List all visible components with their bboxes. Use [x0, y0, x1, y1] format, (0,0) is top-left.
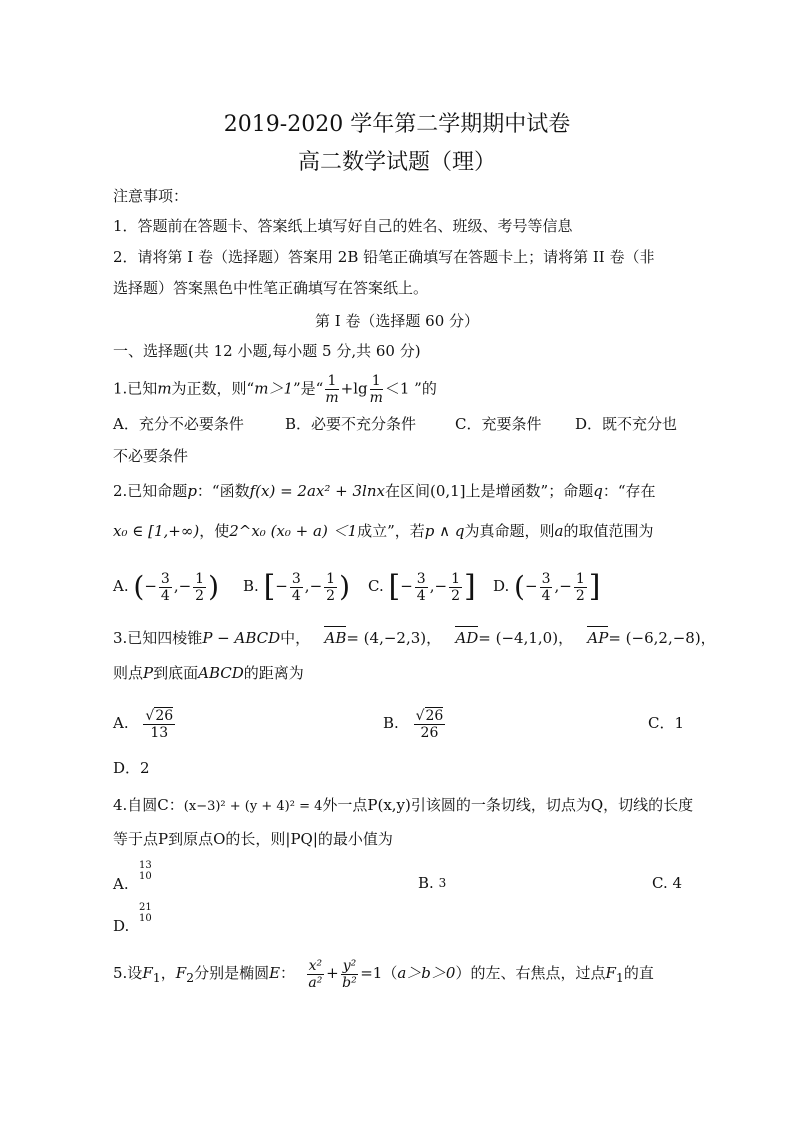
q4-option-c: C. 4: [652, 874, 683, 892]
section-title: 第 I 卷（选择题 60 分）: [314, 312, 480, 330]
q3-option-a: A. $\frac{√26}{13}$: [113, 707, 174, 741]
q2-option-d: D. (− $\frac{3}{4}$ ,− $\frac{1}{2}$ ]: [493, 569, 601, 604]
notes-heading: 注意事项：: [113, 187, 189, 205]
q4-option-b: B. $^3$: [418, 874, 447, 892]
q1-option-d-continued: 不必要条件: [113, 447, 189, 465]
q1-option-b: B．必要不充分条件: [285, 415, 417, 433]
notes-item-1: 1．答题前在答题卡、答案纸上填写好自己的姓名、班级、考号等信息: [113, 217, 573, 235]
q2-option-c: C. [− $\frac{3}{4}$ ,− $\frac{1}{2}$ ]: [368, 569, 476, 604]
q5-line-1: 5.设$F_1$，$F_2$分别是椭圆E： $\frac{\text{x²}}{\text{a²}}$ + $\frac{\text{y²}}{\text{b²}}$ =1（a＞b＞0）的左、右焦点，过点$F_1$的直: [113, 957, 654, 991]
q1-option-c: C．充要条件: [455, 415, 542, 433]
q1-fraction-1: $\frac{1}{m}$: [325, 373, 339, 406]
q3-option-b: B. $\frac{√26}{26}$: [383, 707, 444, 741]
q3-option-c: C．1: [648, 714, 685, 732]
notes-item-2-line-1: 2．请将第 I 卷（选择题）答案用 2B 铅笔正确填写在答题卡上；请将第 II 卷（非: [113, 248, 655, 266]
section-part-heading: 一、选择题(共 12 小题,每小题 5 分,共 60 分): [113, 342, 421, 360]
q2-line-1: 2.已知命题p：“函数f(x) = 2ax² + 3lnx在区间(0,1]上是增函数”；命题q：“存在: [113, 482, 656, 500]
q1-stem: 1.已知m为正数，则“m＞1”是“ $\frac{1}{m}$ +lg $\frac{1}{m}$ ＜1 ”的: [113, 373, 437, 406]
q2-line-2: x₀ ∈ [1,+∞)，使2^x₀ (x₀ + a) ＜1成立”，若p ∧ q为真命题，则a的取值范围为: [113, 522, 654, 540]
page-subtitle: 高二数学试题（理）: [297, 150, 496, 175]
q2-option-b: B. [− $\frac{3}{4}$ ,− $\frac{1}{2}$ ): [243, 569, 350, 604]
q3-line-1: 3.已知四棱锥P − ABCD中， AB= (4,−2,3)， AD= (−4,1,0)， AP= (−6,2,−8)，: [113, 629, 716, 647]
q4-line-1: 4.自圆C：(x−3)² + (y + 4)² = 4外一点P(x,y)引该圆的一条切线，切点为Q，切线的长度: [113, 796, 694, 814]
q2-option-a: A. (− $\frac{3}{4}$ ,− $\frac{1}{2}$ ): [113, 570, 220, 604]
q3-line-2: 则点P到底面ABCD的距离为: [113, 664, 304, 682]
q1-option-a: A．充分不必要条件: [113, 415, 244, 433]
q1-option-d: D．既不充分也: [575, 415, 678, 433]
q1-fraction-2: $\frac{1}{m}$: [369, 373, 383, 406]
exam-page: 2019-2020 学年第二学期期中试卷 高二数学试题（理） 注意事项： 1．答题前在答题卡、答案纸上填写好自己的姓名、班级、考号等信息 2．请将第 I 卷（选择题）答案用 2B 铅笔正确填写在答题卡上；请将第 II 卷（非 选择题）答案黑色中性笔正确填写在答案纸上。 第 I 卷（选择题 60 分） 一、选择题(共 12 小题,每小题 5 分,共 60 分) 1.已知m为正数，则“m＞1”是“ $\frac{1}{m}$ +lg $\frac{1}{m}$ ＜1 ”的 A．充分不必要条件 B．必要不充分条件 C．充要条件 D．既不充分也 不必要条件 2.已知命题p：“函数f(x) = 2ax² + 3lnx在区间(0,1]上是增函数”；命题q：“存在 x₀ ∈ [1,+∞)，使2^x₀ (x₀ + a) ＜1成立”，若p ∧ q为真命题，则a的取值范围为 A. (− $\frac{3}{4}$ ,− $\frac{1}{2}$ ) B. [− $\frac{3}{4}$ ,− $\frac{1}{2}$ ) C. [− $\frac{3}{4}$ ,− $\frac{1}{2}$ ] D. (− $\frac{3}{4}$ ,− $\frac{1}{2}$ ] 3.已知四棱锥P − ABCD中， AB= (4,−2,3)， AD= (−4,1,0)， AP= (−6,2,−8)， 则点P到底面ABCD的距离为 A. $\frac{√26}{13}$ B. $\frac{√26}{26}$ C．1 D．2 4.自圆C：(x−3)² + (y + 4)² = 4外一点P(x,y)引该圆的一条切线，切点为Q，切线的长度 等于点P到原点O的长，则|PQ|的最小值为 A. 13 10 B. $^3$ C. 4 D. 21 10 5.设$F_1$，$F_2$分别是椭圆E： $\frac{\text{x²}}{\text{a²}}$ + $\frac{\text{y²}}{\text{b²}}$ =1（a＞b＞0）的左、右焦点，过点$F_1$的直: [0, 0, 794, 1123]
q4-line-2: 等于点P到原点O的长，则|PQ|的最小值为: [113, 830, 393, 848]
page-title: 2019-2020 学年第二学期期中试卷: [223, 112, 571, 137]
q3-option-d: D．2: [113, 759, 150, 777]
notes-item-2-line-2: 选择题）答案黑色中性笔正确填写在答案纸上。: [113, 279, 429, 297]
